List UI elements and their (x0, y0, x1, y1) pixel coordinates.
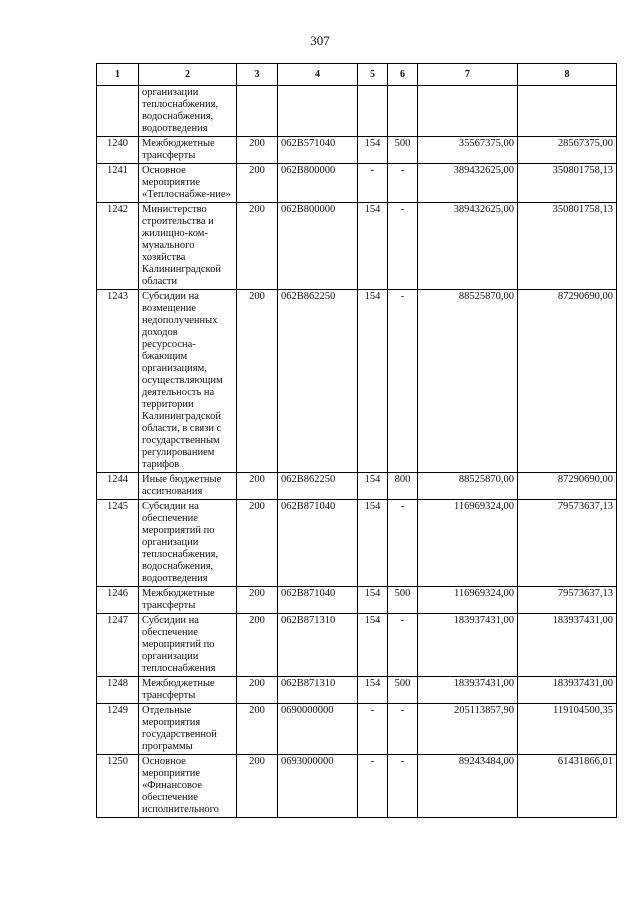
expense-type: - (388, 164, 418, 203)
amount-executed: 28567375,00 (518, 137, 617, 164)
expense-type: 500 (388, 677, 418, 704)
amount-planned: 116969324,00 (418, 587, 518, 614)
table-row (97, 203, 617, 290)
column-header: 8 (518, 64, 617, 86)
section-code: 200 (237, 755, 278, 818)
column-header: 6 (388, 64, 418, 86)
amount-executed: 350801758,13 (518, 164, 617, 203)
expense-type: 800 (388, 473, 418, 500)
section-code: 200 (237, 587, 278, 614)
item-name: Межбюджетные трансферты (139, 677, 237, 704)
amount-executed: 79573637,13 (518, 587, 617, 614)
row-number: 1241 (97, 164, 139, 203)
target-code: 062B571040 (278, 137, 358, 164)
section-code: 200 (237, 290, 278, 473)
amount-planned: 88525870,00 (418, 290, 518, 473)
expense-type: 500 (388, 137, 418, 164)
ministry-code: 154 (358, 137, 388, 164)
target-code (278, 86, 358, 137)
item-name: организации теплоснабжения, водоснабжения, водоотведения (139, 86, 237, 137)
target-code: 062B800000 (278, 203, 358, 290)
table-row (97, 500, 617, 587)
item-name: Отдельные мероприятия государственной программы (139, 704, 237, 755)
row-number: 1242 (97, 203, 139, 290)
table-row (97, 614, 617, 677)
amount-planned: 88525870,00 (418, 473, 518, 500)
item-name: Межбюджетные трансферты (139, 587, 237, 614)
ministry-code: 154 (358, 203, 388, 290)
target-code: 062B800000 (278, 164, 358, 203)
table-row (97, 86, 617, 137)
ministry-code: 154 (358, 500, 388, 587)
ministry-code: 154 (358, 473, 388, 500)
expense-type: - (388, 203, 418, 290)
item-name: Субсидии на возмещение недополученных доходов ресурсосна-бжающим организациям, осуществляющим деятельность на территории Калининградской области, в связи с государственным регулированием тарифов (139, 290, 237, 473)
expense-type: - (388, 704, 418, 755)
section-code: 200 (237, 473, 278, 500)
row-number: 1244 (97, 473, 139, 500)
section-code: 200 (237, 500, 278, 587)
expense-type (388, 86, 418, 137)
table-row (97, 587, 617, 614)
column-header: 1 (97, 64, 139, 86)
ministry-code (358, 86, 388, 137)
column-header: 7 (418, 64, 518, 86)
target-code: 062B871310 (278, 677, 358, 704)
item-name: Основное мероприятие «Теплоснабже-ние» (139, 164, 237, 203)
amount-executed: 61431866,01 (518, 755, 617, 818)
amount-executed: 183937431,00 (518, 677, 617, 704)
ministry-code: - (358, 164, 388, 203)
expense-type: - (388, 614, 418, 677)
expense-type: - (388, 500, 418, 587)
table-row (97, 290, 617, 473)
amount-planned: 116969324,00 (418, 500, 518, 587)
row-number: 1247 (97, 614, 139, 677)
amount-planned: 389432625,00 (418, 203, 518, 290)
column-header: 3 (237, 64, 278, 86)
amount-executed: 87290690,00 (518, 473, 617, 500)
row-number: 1246 (97, 587, 139, 614)
expense-type: - (388, 755, 418, 818)
table-row (97, 164, 617, 203)
item-name: Министерство строительства и жилищно-ком-мунального хозяйства Калининградской области (139, 203, 237, 290)
ministry-code: 154 (358, 677, 388, 704)
amount-executed: 350801758,13 (518, 203, 617, 290)
row-number: 1248 (97, 677, 139, 704)
target-code: 0690000000 (278, 704, 358, 755)
page-number: 307 (310, 33, 330, 48)
target-code: 062B871040 (278, 500, 358, 587)
amount-executed: 183937431,00 (518, 614, 617, 677)
table-row (97, 704, 617, 755)
section-code (237, 86, 278, 137)
item-name: Иные бюджетные ассигнования (139, 473, 237, 500)
item-name: Межбюджетные трансферты (139, 137, 237, 164)
table-row (97, 473, 617, 500)
section-code: 200 (237, 137, 278, 164)
row-number (97, 86, 139, 137)
amount-executed (518, 86, 617, 137)
amount-executed: 119104500,35 (518, 704, 617, 755)
expense-type: - (388, 290, 418, 473)
column-header: 5 (358, 64, 388, 86)
amount-planned: 389432625,00 (418, 164, 518, 203)
row-number: 1240 (97, 137, 139, 164)
target-code: 0693000000 (278, 755, 358, 818)
section-code: 200 (237, 677, 278, 704)
budget-table (96, 63, 617, 818)
ministry-code: - (358, 755, 388, 818)
ministry-code: 154 (358, 614, 388, 677)
item-name: Субсидии на обеспечение мероприятий по организации теплоснабжения (139, 614, 237, 677)
column-header: 2 (139, 64, 237, 86)
section-code: 200 (237, 164, 278, 203)
column-header: 4 (278, 64, 358, 86)
row-number: 1243 (97, 290, 139, 473)
amount-planned: 89243484,00 (418, 755, 518, 818)
section-code: 200 (237, 203, 278, 290)
ministry-code: 154 (358, 587, 388, 614)
row-number: 1250 (97, 755, 139, 818)
ministry-code: 154 (358, 290, 388, 473)
target-code: 062B862250 (278, 473, 358, 500)
amount-planned: 183937431,00 (418, 677, 518, 704)
ministry-code: - (358, 704, 388, 755)
target-code: 062B862250 (278, 290, 358, 473)
target-code: 062B871310 (278, 614, 358, 677)
row-number: 1245 (97, 500, 139, 587)
target-code: 062B871040 (278, 587, 358, 614)
table-header-row (97, 64, 617, 86)
row-number: 1249 (97, 704, 139, 755)
amount-planned: 205113857,90 (418, 704, 518, 755)
expense-type: 500 (388, 587, 418, 614)
item-name: Субсидии на обеспечение мероприятий по организации теплоснабжения, водоснабжения, водоотведения (139, 500, 237, 587)
item-name: Основное мероприятие «Финансовое обеспечение исполнительного (139, 755, 237, 818)
amount-executed: 87290690,00 (518, 290, 617, 473)
amount-planned: 35567375,00 (418, 137, 518, 164)
amount-executed: 79573637,13 (518, 500, 617, 587)
table-row (97, 677, 617, 704)
table-row (97, 755, 617, 818)
table-row (97, 137, 617, 164)
section-code: 200 (237, 704, 278, 755)
section-code: 200 (237, 614, 278, 677)
amount-planned: 183937431,00 (418, 614, 518, 677)
amount-planned (418, 86, 518, 137)
